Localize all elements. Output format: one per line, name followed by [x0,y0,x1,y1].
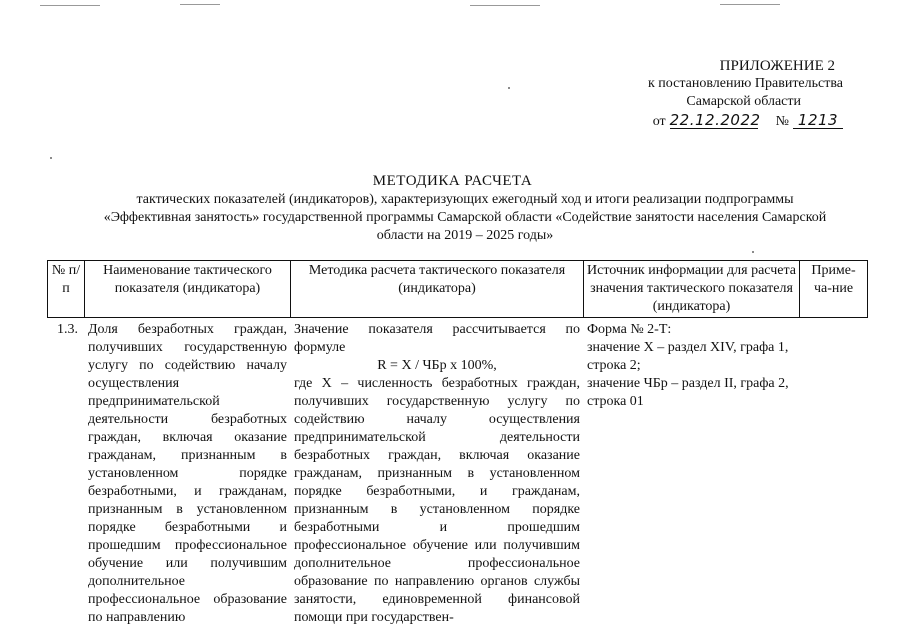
number-prefix: № [775,114,789,129]
scan-speck [508,87,510,89]
information-source [584,318,800,628]
table-row [48,318,868,628]
note-cell [800,318,868,628]
source-form: Форма № 2-Т: [587,322,672,337]
scan-speck [180,4,220,5]
header-note: Приме-ча-ние [800,261,868,318]
appendix-line2: к постановлению Правительства [647,76,843,91]
appendix-title: ПРИЛОЖЕНИЕ 2 [719,58,835,74]
handwritten-number: 1213 [793,112,843,129]
header-num: № п/п [48,261,85,318]
document-title: МЕТОДИКА РАСЧЕТА [372,173,533,189]
methodology-table [47,260,868,627]
scan-speck [470,5,540,6]
indicator-name: Доля безработных граждан, получивших государственную услугу по содействию началу осуществления предпринимательской деятельности безработных граждан, включая оказание гражданам, признанным в установленном порядке безработными, и гражданам, признанным в установленном порядке безработными и прошедшим профессиональное обучение или получившим дополнительное профессиональное образование по направлению [85,318,291,628]
method-text: где X – численность безработных граждан, получивших государственную услугу по содействию началу осуществления предпринимательской деятельности безработных граждан, включая оказание гражданам, признанным в установленном порядке безработными, и гражданам, признанным в установленном порядке безработными и прошедшим профессиональное обучение или получившим дополнительное профессиональное образование по направлению органов службы занятости, единовременной финансовой помощи при государствен- [294,376,580,625]
handwritten-date: 22.12.2022 [669,111,761,129]
header-name: Наименование тактического показателя (индикатора) [85,261,291,318]
table-header-row [48,261,868,318]
source-x: значение X – раздел XIV, графа 1, строка 2; [587,340,789,373]
date-line [613,112,843,131]
appendix-line3: Самарской области [686,94,801,109]
header-source: Источник информации для расчета значения тактического показателя (индикатора) [584,261,800,318]
scan-speck [720,4,780,5]
row-number: 1.3. [48,318,85,628]
scan-speck [752,251,754,253]
calculation-method [291,318,584,628]
source-chbr: значение ЧБр – раздел II, графа 2, строка 01 [587,376,789,409]
document-subtitle: тактических показателей (индикаторов), характеризующих ежегодный ход и итоги реализации подпрограммы «Эффективная занятость» государственной программы Самарской области «Содействие занятости населения Самарской области на 2019 – 2025 годы» [103,192,827,243]
formula: R = X / ЧБр x 100%, [377,358,497,373]
scan-speck [50,157,52,159]
header-method: Методика расчета тактического показателя (индикатора) [291,261,584,318]
appendix-block [613,57,843,131]
date-prefix: от [652,114,666,129]
method-intro: Значение показателя рассчитывается по формуле [294,322,580,355]
scan-speck [40,5,100,6]
